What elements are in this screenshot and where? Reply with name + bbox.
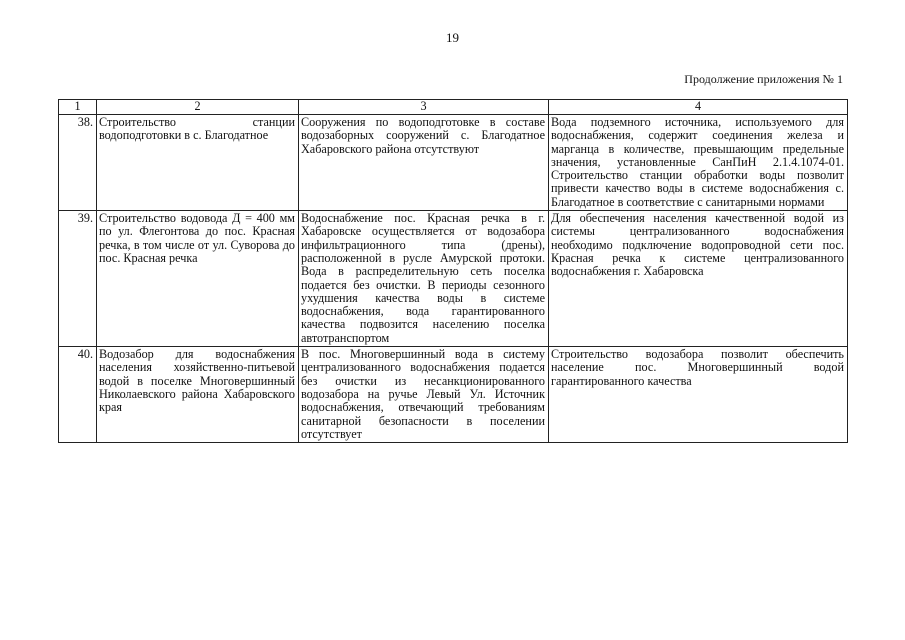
current-state-cell: Сооружения по водоподготовке в составе водозаборных сооружений с. Благодатное Хабаровского района отсутствуют: [299, 115, 549, 211]
row-number: 39.: [59, 211, 97, 347]
page-number: 19: [446, 30, 459, 45]
row-number: 38.: [59, 115, 97, 211]
justification-cell: Вода подземного источника, используемого для водоснабжения, содержит соединения железа и марганца в количестве, превышающим предельные значения, установленные СанПиН 2.1.4.1074-01. Строительство станции обработки воды позволит привести качество воды в системе водоснабжения с. Благодатное в соответствие с санитарными нормами: [549, 115, 848, 211]
column-header-4: 4: [549, 100, 848, 115]
justification-cell: Строительство водозабора позволит обеспечить население пос. Многовершинный водой гарантированного качества: [549, 347, 848, 443]
appendix-table: [58, 99, 848, 443]
table-row: [59, 211, 848, 347]
row-number: 40.: [59, 347, 97, 443]
column-header-2: 2: [97, 100, 299, 115]
object-cell: Водозабор для водоснабжения населения хозяйственно-питьевой водой в поселке Многовершинный Николаевского района Хабаровского края: [97, 347, 299, 443]
table-row: [59, 347, 848, 443]
current-state-cell: Водоснабжение пос. Красная речка в г. Хабаровске осуществляется от водозабора инфильтрационного типа (дрены), расположенной в русле Амурской протоки. Вода в распределительную сеть поселка подается без очистки. В периоды сезонного ухудшения качества воды в системе водоснабжения, вода гарантированного качества подвозится населению поселка автотранспортом: [299, 211, 549, 347]
column-header-1: 1: [59, 100, 97, 115]
justification-cell: Для обеспечения населения качественной водой из системы централизованного водоснабжения необходимо подключение водопроводной сети пос. Красная речка к системе централизованного водоснабжения г. Хабаровска: [549, 211, 848, 347]
column-header-3: 3: [299, 100, 549, 115]
table-row: [59, 115, 848, 211]
header-row: [59, 100, 848, 115]
continuation-note: Продолжение приложения № 1: [684, 72, 843, 86]
object-cell: Строительство станции водоподготовки в с. Благодатное: [97, 115, 299, 211]
object-cell: Строительство водовода Д = 400 мм по ул. Флегонтова до пос. Красная речка, в том числе от ул. Суворова до пос. Красная речка: [97, 211, 299, 347]
current-state-cell: В пос. Многовершинный вода в систему централизованного водоснабжения подается без очистки из несанкционированного водозабора на ручье Левый Ул. Источник водоснабжения, отвечающий требованиям санитарной безопасности в поселении отсутствует: [299, 347, 549, 443]
